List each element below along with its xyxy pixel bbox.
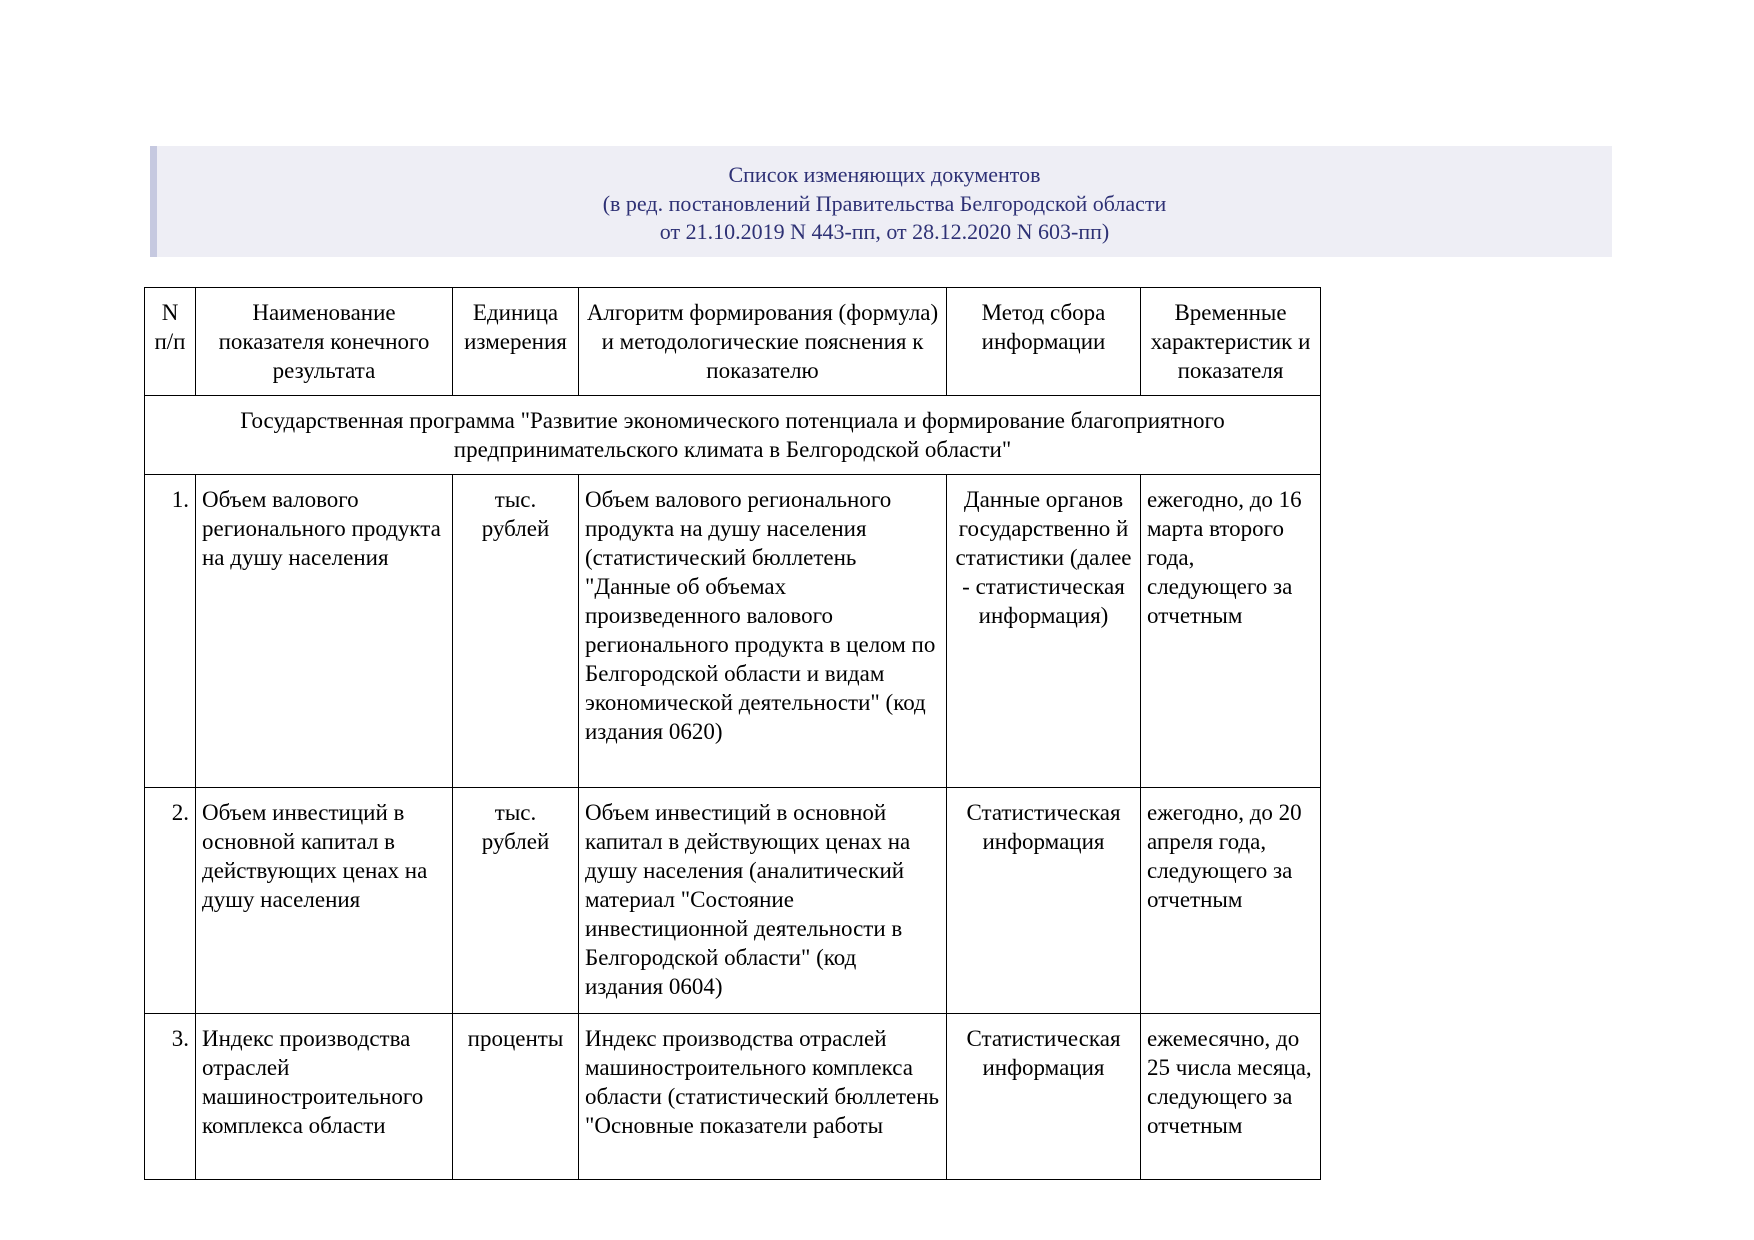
cell-unit: проценты [453, 1014, 579, 1180]
header-timing: Временные характеристик и показателя [1141, 288, 1321, 396]
cell-name: Индекс производства отраслей машиностроительного комплекса области [196, 1014, 453, 1180]
table-header-row [145, 288, 1321, 396]
program-row [145, 396, 1321, 475]
cell-num: 2. [145, 788, 196, 1014]
cell-algorithm: Объем валового регионального продукта на душу населения (статистический бюллетень "Данные об объемах произведенного валового регионального продукта в целом по Белгородской области и видам экономической деятельности" (код издания 0620) [579, 475, 947, 788]
header-num: N п/п [145, 288, 196, 396]
amendments-line-3: от 21.10.2019 N 443-пп, от 28.12.2020 N 603-пп) [659, 219, 1110, 244]
cell-timing: ежемесячно, до 25 числа месяца, следующего за отчетным [1141, 1014, 1321, 1180]
program-title: Государственная программа "Развитие экономического потенциала и формирование благоприятного предпринимательского климата в Белгородской области" [145, 396, 1321, 475]
indicators-table [144, 287, 1321, 1180]
cell-algorithm: Объем инвестиций в основной капитал в действующих ценах на душу населения (аналитический материал "Состояние инвестиционной деятельности в Белгородской области" (код издания 0604) [579, 788, 947, 1014]
cell-name: Объем инвестиций в основной капитал в действующих ценах на душу населения [196, 788, 453, 1014]
cell-method: Статистическая информация [947, 788, 1141, 1014]
cell-timing: ежегодно, до 20 апреля года, следующего за отчетным [1141, 788, 1321, 1014]
cell-name: Объем валового регионального продукта на душу населения [196, 475, 453, 788]
cell-algorithm: Индекс производства отраслей машиностроительного комплекса области (статистический бюллетень "Основные показатели работы [579, 1014, 947, 1180]
table-row [145, 475, 1321, 788]
cell-unit: тыс. рублей [453, 788, 579, 1014]
cell-method: Данные органов государственно й статистики (далее - статистическая информация) [947, 475, 1141, 788]
table-row [145, 788, 1321, 1014]
amendments-box [150, 146, 1612, 257]
header-method: Метод сбора информации [947, 288, 1141, 396]
cell-num: 1. [145, 475, 196, 788]
cell-unit: тыс. рублей [453, 475, 579, 788]
amendments-title: Список изменяющих документов [728, 162, 1041, 187]
header-algorithm: Алгоритм формирования (формула) и методологические пояснения к показателю [579, 288, 947, 396]
amendments-line-2: (в ред. постановлений Правительства Белгородской области [602, 190, 1167, 216]
cell-method: Статистическая информация [947, 1014, 1141, 1180]
header-name: Наименование показателя конечного результата [196, 288, 453, 396]
cell-num: 3. [145, 1014, 196, 1180]
table-row [145, 1014, 1321, 1180]
cell-timing: ежегодно, до 16 марта второго года, следующего за отчетным [1141, 475, 1321, 788]
header-unit: Единица измерения [453, 288, 579, 396]
